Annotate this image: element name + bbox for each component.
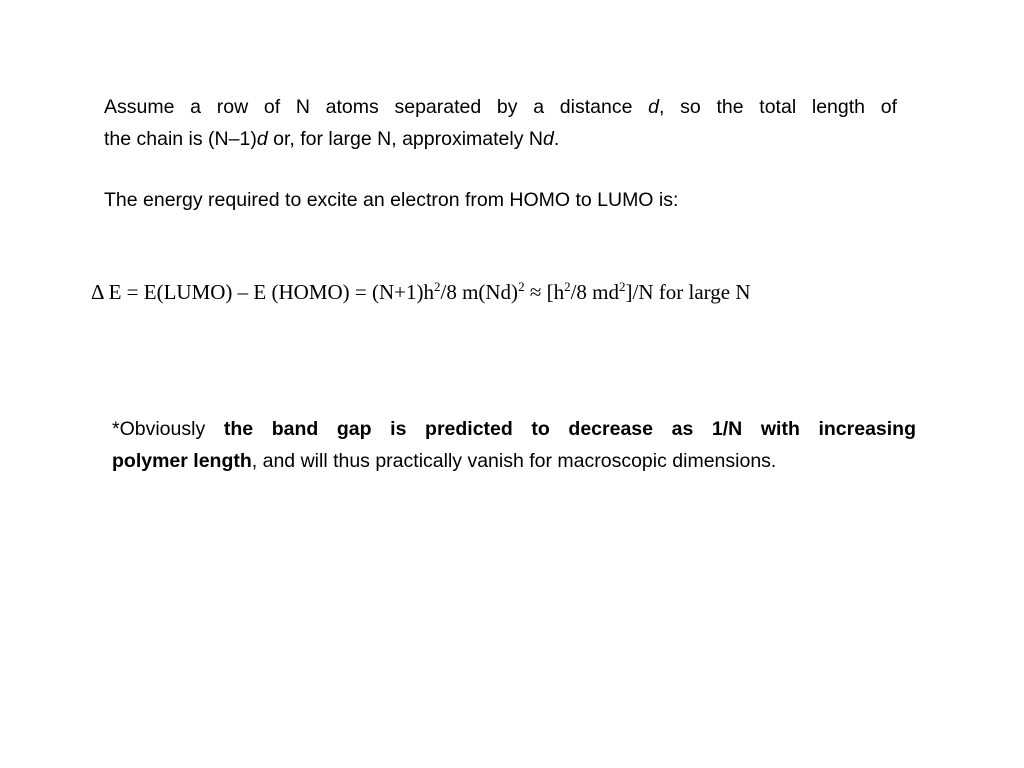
intro-text: . — [553, 128, 560, 150]
conclusion-emphasis: the band gap is predicted to decrease as 1/N with increasing — [223, 418, 917, 440]
variable-d: d — [256, 128, 268, 150]
intro-text: , so the total length of — [659, 96, 897, 118]
intro-line-2 — [104, 123, 897, 155]
conclusion-paragraph — [112, 413, 916, 477]
intro-text: or, for large N, approximately N — [267, 128, 543, 150]
conclusion-text: , and will thus practically vanish for macroscopic dimensions. — [251, 450, 777, 472]
equation-exponent: 2 — [433, 279, 441, 294]
equation-exponent: 2 — [518, 279, 525, 294]
conclusion-line-1 — [112, 413, 916, 445]
equation-exponent: 2 — [564, 279, 571, 294]
intro-text: Assume a row of N atoms separated by a distance — [104, 96, 649, 118]
intro-line-1 — [104, 91, 897, 123]
equation-text: /8 m(Nd) — [440, 280, 519, 304]
conclusion-emphasis: polymer length — [112, 450, 252, 472]
intro-paragraph — [104, 91, 897, 155]
equation-text: /8 md — [570, 280, 620, 304]
variable-d: d — [648, 96, 660, 118]
equation-exponent: 2 — [619, 279, 626, 294]
intro-text: the chain is (N–1) — [104, 128, 257, 150]
equation-text: ]/N for large N — [625, 280, 751, 304]
variable-d: d — [542, 128, 554, 150]
energy-statement: The energy required to excite an electron from HOMO to LUMO is: — [104, 189, 679, 211]
conclusion-text: *Obviously — [112, 418, 224, 440]
equation-text: Δ E = E(LUMO) – E (HOMO) = (N+1)h — [91, 280, 434, 304]
equation-text: ≈ [h — [524, 280, 565, 304]
energy-equation — [91, 277, 891, 307]
conclusion-line-2 — [112, 445, 916, 477]
